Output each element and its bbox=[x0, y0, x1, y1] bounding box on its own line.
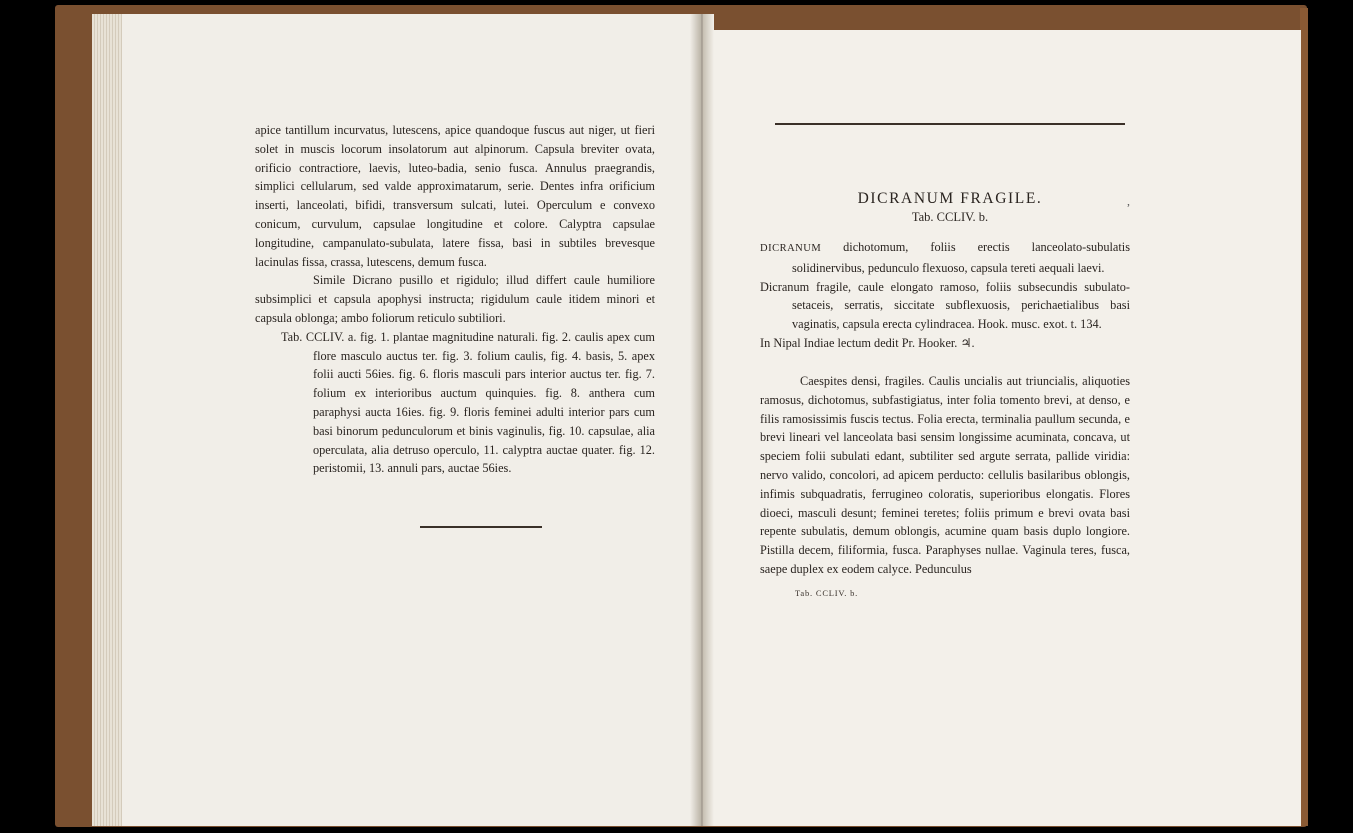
page-edges bbox=[92, 14, 122, 826]
diagnosis-label: DICRANUM bbox=[760, 243, 822, 254]
left-paragraph-1: apice tantillum incurvatus, lutescens, apice quandoque fuscus aut niger, ut fieri solet in muscis locorum insolatorum aut alpinorum. Capsula breviter ovata, orificio contractiore, laevis, luteo-badia, senio fusca. Annulus praegrandis, simplici cellularum, sed valde approximatarum, serie. Dentes infra orificium inserti, lanceolati, bifidi, transversum sulcati, lutei. Operculum e convexo conicum, curvulum, capsulae longitudine et colore. Calyptra capsulae longitudine, campanulato-subulata, latere fissa, basi in subtiles brevesque lacinulas fissa, crassa, lutescens, demum fusca. bbox=[255, 123, 655, 269]
book-cover-edge bbox=[1300, 8, 1308, 826]
synonym-text: Dicranum fragile, caule elongato ramoso, foliis subsecundis subulato-setaceis, serratis, siccitate subflexuosis, perichaetialibus basi vaginatis, capsula erecta cylindracea. Hook. musc. exot. t. 134. bbox=[760, 279, 1130, 332]
locality-text: In Nipal Indiae lectum dedit Pr. Hooker. ♃. bbox=[760, 335, 975, 350]
right-diagnosis-block bbox=[760, 238, 1130, 353]
margin-mark: , bbox=[1127, 194, 1130, 208]
left-figure-captions: Tab. CCLIV. a. fig. 1. plantae magnitudine naturali. fig. 2. caulis apex cum flore masculo auctus ter. fig. 3. folium caulis, fig. 4. basis, 5. apex folii aucti 56ies. fig. 6. floris masculi pars interior auctus ter. fig. 7. folium ex interioribus auctum quinquies. fig. 8. anthera cum paraphysi aucta 16ies. fig. 9. floris feminei adulti interior pars cum basi binorum pedunculorum et binis vaginulis, fig. 10. capsulae, alia operculata, alia detruso operculo, 11. calyptra auctae quater. fig. 12. peristomii, 13. annuli pars, auctae 56ies. bbox=[281, 329, 655, 476]
right-top-rule bbox=[775, 123, 1125, 125]
diagnosis-text: dichotomum, foliis erectis lanceolato-subulatis solidinervibus, pedunculo flexuoso, capsula tereti aequali laevi. bbox=[792, 240, 1130, 275]
description-text: Caespites densi, fragiles. Caulis uncialis aut triuncialis, aliquoties ramosus, dichotomus, subfastigiatus, inter folia tomento brevi, at denso, e filis ramosissimis fuscis tectus. Folia erecta, terminalia paullum secunda, e brevi lineari vel lanceolata basi sensim longissime acuminata, concava, ut speciem folii subulati edant, subtiliter sed argute serrata, pallide viridia: nervo valido, concolori, ad apicem perducto: cellulis basilaribus oblongis, infimis subquadratis, ferrugineo coloratis, superioribus elongatis. Flores dioeci, masculi desunt; feminei teretes; foliis primum e brevi ovata basi repente subulatis, demum oblongis, acumine quam basis duplo longiore. Pistilla decem, filiformia, fusca. Paraphyses nullae. Vaginula teres, fusca, saepe duplex ex eodem calyce. Pedunculus bbox=[760, 374, 1130, 576]
left-end-rule bbox=[420, 526, 542, 528]
book-gutter bbox=[690, 14, 714, 826]
page-footer-signature: Tab. CCLIV. b. bbox=[795, 588, 859, 598]
left-page-text bbox=[255, 121, 655, 478]
plate-reference: Tab. CCLIV. b. bbox=[911, 210, 989, 224]
left-paragraph-2: Simile Dicrano pusillo et rigidulo; illud differt caule humiliore subsimplici et capsula apophysi instructa; rigidulum caule itidem minori et capsula oblonga; ambo foliorum reticulo subtiliori. bbox=[255, 273, 655, 325]
species-title: DICRANUM FRAGILE. bbox=[857, 190, 1043, 207]
right-description-block bbox=[760, 372, 1130, 579]
